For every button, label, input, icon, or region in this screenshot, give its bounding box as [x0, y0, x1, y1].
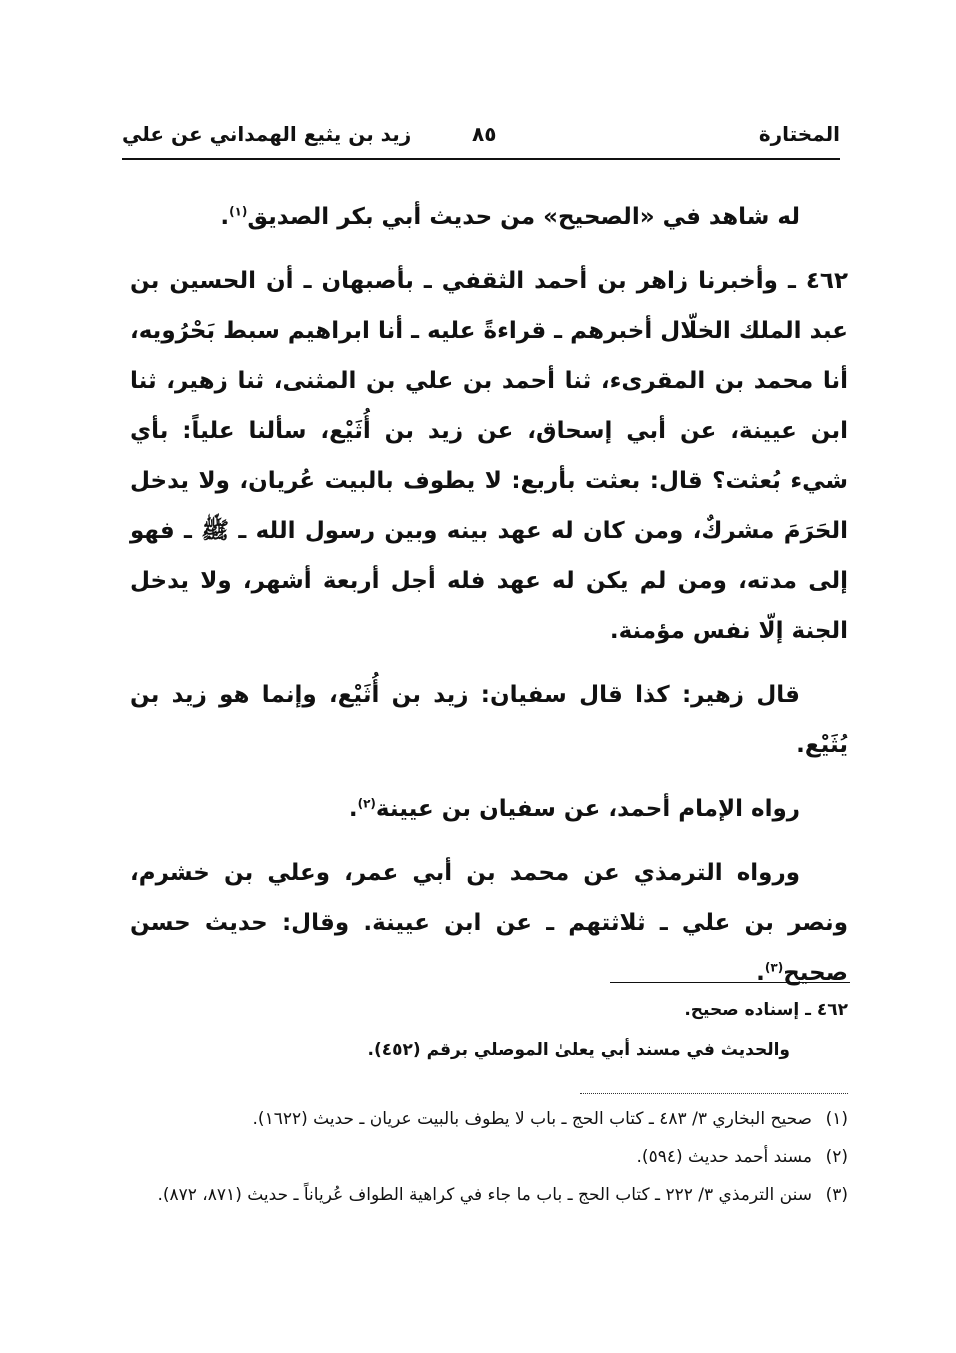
footnotes	[134, 1100, 848, 1214]
footnote-text: صحيح البخاري ٣/ ٤٨٣ ـ كتاب الحج ـ باب لا يطوف بالبيت عريان ـ حديث (١٦٢٢).	[252, 1109, 812, 1129]
ahmad-text: رواه الإمام أحمد، عن سفيان بن عيينة	[375, 796, 800, 822]
main-text	[130, 192, 848, 998]
editor-note	[130, 990, 848, 1070]
tirmidhi-paragraph	[130, 848, 848, 998]
footnote-ref-2: (٢)	[357, 796, 376, 811]
chapter-title: زيد بن يثيع الهمداني عن علي	[122, 122, 412, 146]
period: .	[220, 204, 230, 230]
continuation-text: له شاهد في «الصحيح» من حديث أبي بكر الصديق	[247, 204, 800, 230]
footnote-number: (٣)	[825, 1185, 848, 1205]
footnote-text: مسند أحمد حديث (٥٩٤).	[636, 1147, 812, 1167]
period: .	[348, 796, 358, 822]
footnotes-separator	[580, 1093, 848, 1094]
footnote-3	[134, 1176, 848, 1214]
footnote-number: (٢)	[825, 1147, 848, 1167]
hadith-paragraph	[130, 256, 848, 656]
footnote-1	[134, 1100, 848, 1138]
ahmad-paragraph	[130, 784, 848, 834]
period: .	[756, 960, 765, 986]
editor-note-line-1: ٤٦٢ ـ إسناده صحيح.	[684, 1000, 848, 1020]
footnote-number: (١)	[825, 1109, 848, 1129]
hadith-text: ـ وأخبرنا زاهر بن أحمد الثقفي ـ بأصبهان ـ أن الحسين بن عبد الملك الخلّال أخبرهم ـ قراءةً عليه ـ أنا ابراهيم سبط بَحْرُويه، أنا محمد بن المقرىء، ثنا أحمد بن علي بن المثنى، ثنا زهير، ثنا ابن عيينة، عن أبي إسحاق، عن زيد بن أُثَيْع، سألنا علياً: بأي شيء بُعثت؟ قال: بعثت بأربع: لا يطوف بالبيت عُريان، ولا يدخل الحَرَمَ مشركٌ، ومن كان له عهد بينه وبين رسول الله ـ ﷺ ـ فهو إلى مدته، ومن لم يكن له عهد فله أجل أربعة أشهر، ولا يدخل الجنة إلّا نفس مؤمنة.	[130, 268, 848, 644]
running-header	[122, 118, 840, 160]
footnote-2	[134, 1138, 848, 1176]
zuhair-note: قال زهير: كذا قال سفيان: زيد بن أُثَيْع، وإنما هو زيد بن يُثَيْع.	[130, 682, 848, 758]
footnote-ref-1: (١)	[229, 204, 248, 219]
book-title: المختارة	[758, 122, 840, 146]
footnote-ref-3: (٣)	[764, 960, 784, 975]
page-number: ٨٥	[472, 122, 497, 146]
notes-separator	[610, 982, 850, 983]
editor-note-line-2: والحديث في مسند أبي يعلىٰ الموصلي برقم (٤٥٢).	[367, 1040, 790, 1060]
continuation-paragraph	[130, 192, 848, 242]
footnote-text: سنن الترمذي ٣/ ٢٢٢ ـ كتاب الحج ـ باب ما جاء في كراهية الطواف عُرياناً ـ حديث (٨٧١، ٨٧٢).	[157, 1185, 812, 1205]
tirmidhi-text: ورواه الترمذي عن محمد بن أبي عمر، وعلي بن خشرم، ونصر بن علي ـ ثلاثتهم ـ عن ابن عيينة. وقال: حديث حسن صحيح	[130, 860, 848, 986]
hadith-number: ٤٦٢	[805, 268, 848, 294]
